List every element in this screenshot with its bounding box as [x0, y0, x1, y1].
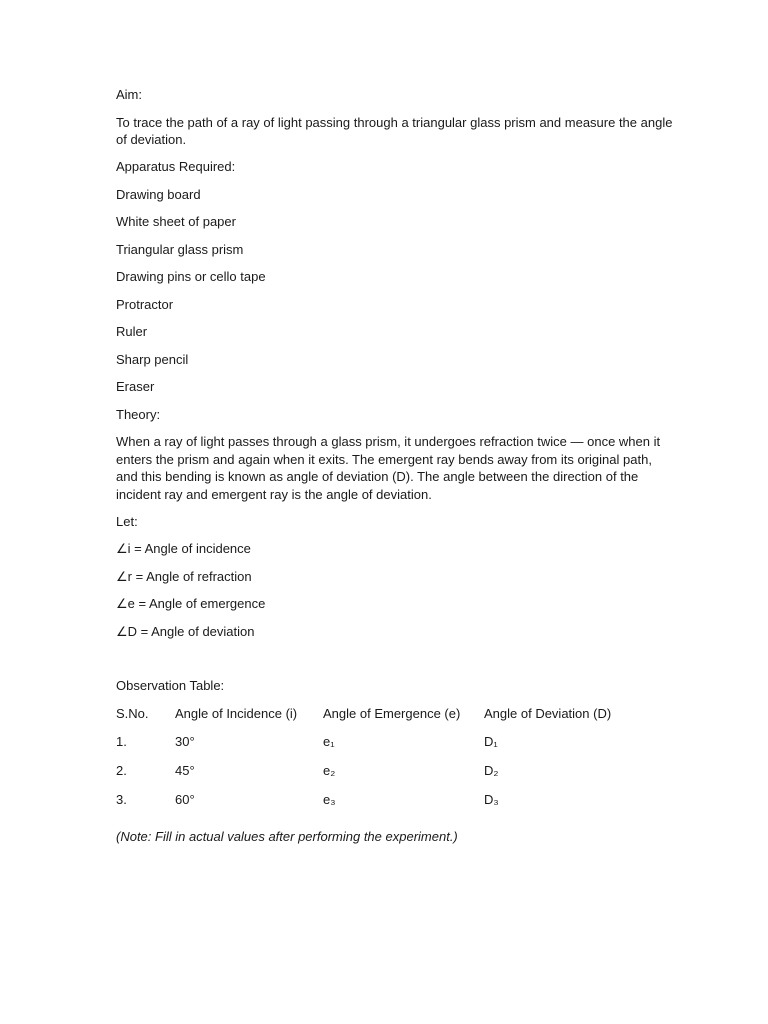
- document-page: [116, 86, 676, 846]
- observation-heading: Observation Table:: [116, 678, 225, 693]
- apparatus-item: Protractor: [116, 296, 174, 312]
- table-row: [116, 762, 664, 791]
- theory-heading: Theory:: [116, 406, 161, 422]
- apparatus-list: [116, 186, 676, 397]
- table-cell: 60°: [175, 791, 195, 807]
- definition-item: ∠e = Angle of emergence: [116, 596, 266, 611]
- apparatus-item: Drawing pins or cello tape: [116, 269, 266, 284]
- table-cell: e₂: [323, 762, 336, 778]
- apparatus-item: White sheet of paper: [116, 214, 236, 229]
- apparatus-item: Drawing board: [116, 186, 201, 202]
- table-cell: 3.: [116, 791, 127, 807]
- table-cell: e₃: [323, 791, 336, 807]
- table-cell: 45°: [175, 762, 195, 778]
- apparatus-item: Triangular glass prism: [116, 241, 244, 257]
- table-cell: D₃: [484, 791, 499, 807]
- aim-heading: Aim:: [116, 87, 142, 102]
- table-cell: D₂: [484, 762, 499, 778]
- aim-text: To trace the path of a ray of light passing through a triangular glass prism and measure the angle of deviation.: [116, 114, 673, 147]
- table-header-cell: Angle of Incidence (i): [175, 705, 298, 721]
- apparatus-item: Eraser: [116, 379, 155, 394]
- table-note: (Note: Fill in actual values after performing the experiment.): [116, 828, 458, 844]
- table-header-cell: Angle of Emergence (e): [323, 705, 461, 721]
- observation-table: [116, 705, 664, 820]
- table-cell: e₁: [323, 733, 335, 749]
- table-header-cell: S.No.: [116, 705, 149, 721]
- table-cell: 2.: [116, 762, 127, 778]
- apparatus-item: Ruler: [116, 324, 148, 339]
- table-cell: 1.: [116, 733, 127, 749]
- definition-list: [116, 540, 676, 641]
- apparatus-item: Sharp pencil: [116, 351, 189, 367]
- table-header-cell: Angle of Deviation (D): [484, 705, 612, 721]
- table-header-row: [116, 705, 664, 733]
- table-row: [116, 791, 664, 820]
- apparatus-heading: Apparatus Required:: [116, 159, 236, 174]
- definition-item: ∠i = Angle of incidence: [116, 541, 251, 556]
- let-heading: Let:: [116, 513, 138, 529]
- definition-item: ∠D = Angle of deviation: [116, 623, 255, 639]
- table-cell: D₁: [484, 733, 498, 749]
- definition-item: ∠r = Angle of refraction: [116, 568, 252, 584]
- table-cell: 30°: [175, 733, 195, 749]
- table-row: [116, 733, 664, 762]
- theory-text: When a ray of light passes through a glass prism, it undergoes refraction twice — once when it enters the prism and again when it exits. The emergent ray bends away from its original path, and this bending is known as angle of deviation (D). The angle between the direction of the incident ray and emergent ray is the angle of deviation.: [116, 434, 661, 502]
